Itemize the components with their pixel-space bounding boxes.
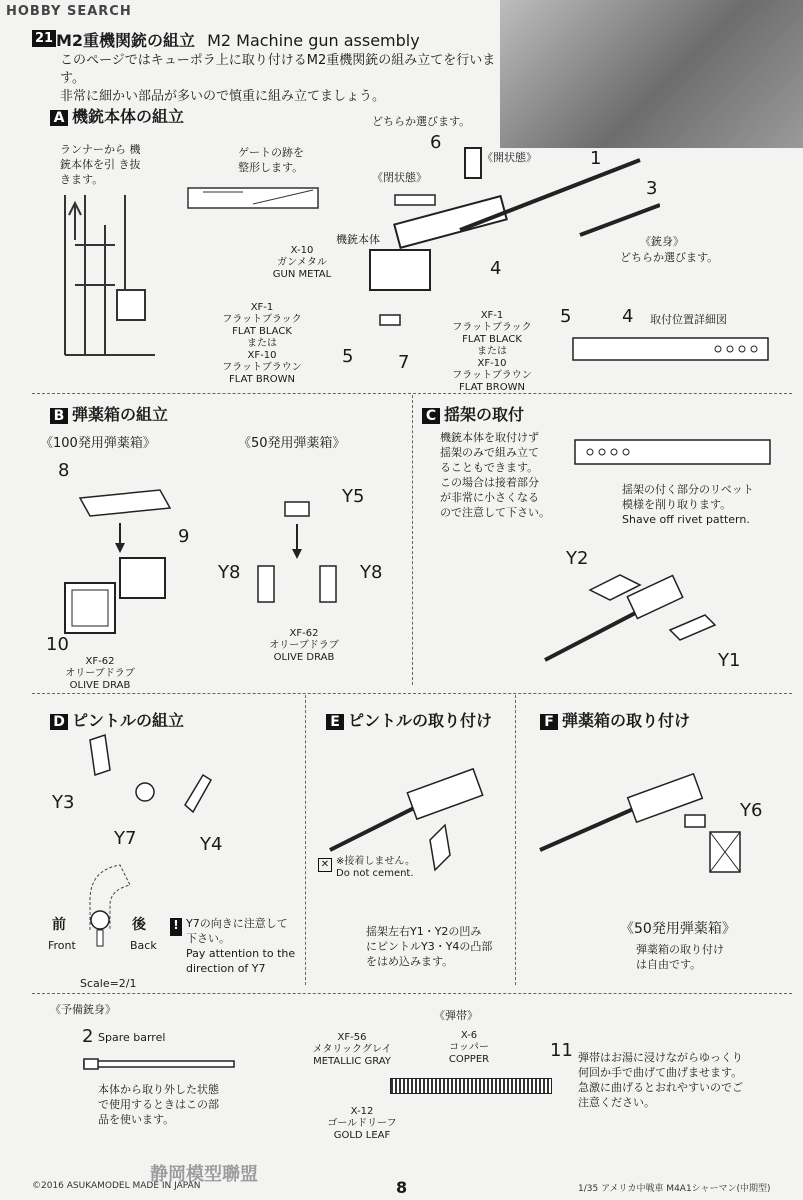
part-number: 1	[590, 148, 602, 169]
attention-note: Y7の向きに注意して 下さい。 Pay attention to the direction of Y7	[186, 917, 296, 975]
box100-label: 《100発用弾薬箱》	[40, 436, 156, 451]
part-number: 9	[178, 526, 190, 547]
mount-detail-illustration	[568, 328, 778, 370]
spare-label: Spare barrel	[98, 1031, 166, 1044]
rivet-note-jp: 揺架の付く部分のリベット 模様を削り取ります。	[622, 483, 754, 511]
ammo-box-mount-note: 弾薬箱の取り付け は自由です。	[636, 943, 724, 971]
part-number: 6	[430, 132, 442, 153]
part-number: 4	[490, 258, 502, 279]
step-number: 21	[32, 30, 56, 47]
paint-gold-leaf: X-12 ゴールドリーフ GOLD LEAF	[327, 1106, 397, 1141]
runner-illustration	[55, 185, 165, 360]
spare-note: 本体から取り外した状態 で使用するときはこの部 品を使います。	[98, 1083, 219, 1126]
ammo-box-mount-illustration	[535, 770, 765, 880]
title-en: M2 Machine gun assembly	[207, 31, 420, 50]
y7-label: Y7	[114, 828, 137, 849]
runner-note: ランナーから 機銃本体を引 き抜きます。	[60, 143, 141, 186]
y3-label: Y3	[52, 792, 75, 813]
scale-label: Scale=2/1	[80, 977, 137, 990]
y2-label: Y2	[566, 548, 589, 569]
pintle-scale-illustration	[70, 860, 150, 950]
page-number: 8	[396, 1178, 408, 1197]
belt-title: 《弾帯》	[434, 1009, 478, 1022]
divider	[32, 393, 792, 394]
reference-photo	[500, 0, 803, 148]
paint-olive-drab: XF-62 オリーブドラブ OLIVE DRAB	[65, 656, 135, 691]
section-e-title: E ピントルの取り付け	[326, 708, 492, 731]
part-number: 4	[622, 306, 634, 327]
part-number: 5	[342, 346, 354, 367]
section-c-title: C 揺架の取付	[422, 402, 524, 425]
back-jp: 後	[132, 917, 146, 933]
paint-copper: X-6 コッパー COPPER	[448, 1030, 490, 1065]
detail-label: 取付位置詳細図	[650, 313, 727, 326]
divider	[32, 993, 792, 994]
watermark: 静岡模型聯盟	[150, 1164, 258, 1185]
choose-note: どちらか選びます。	[372, 115, 471, 128]
paint-flat-black-brown-2: XF-1 フラットブラック FLAT BLACK または XF-10 フラットブラウン FLAT BROWN	[452, 310, 532, 393]
front-en: Front	[48, 939, 76, 952]
part-number: 10	[46, 634, 69, 655]
gate-illustration	[183, 180, 328, 220]
cradle-note: 機銃本体を取付けず 揺架のみで組み立て ることもできます。 この場合は接着部分 が非常に小さくなる ので注意して下さい。	[440, 431, 550, 519]
section-a-title: A 機銃本体の組立	[50, 104, 184, 127]
ammo-belt-illustration	[390, 1078, 552, 1094]
product-name: 1/35 アメリカ中戦車 M4A1シャーマン(中期型)	[578, 1184, 771, 1194]
section-d-title: D ピントルの組立	[50, 708, 184, 731]
pintle-illustration	[75, 730, 215, 830]
pintle-mount-note: 揺架左右Y1・Y2の凹み にピントルY3・Y4の凸部 をはめ込みます。	[366, 925, 493, 968]
part-number: 11	[550, 1040, 573, 1061]
intro-line: 非常に細かい部品が多いので慎重に組み立てましょう。	[60, 89, 386, 104]
y8-label: Y8	[218, 562, 241, 583]
rivet-illustration	[570, 432, 780, 474]
brand-logo: HOBBY SEARCH	[6, 4, 132, 19]
y6-label: Y6	[740, 800, 763, 821]
intro-line: このページではキューポラ上に取り付けるM2重機関銃の組み立てを行います。	[60, 53, 496, 86]
closed-label: 《閉状態》	[372, 171, 427, 184]
intro-text	[60, 52, 510, 106]
belt-note: 弾帯はお湯に浸けながらゆっくり 何回か手で曲げて曲げませます。 急激に曲げるとおれやすいのでご 注意ください。	[578, 1051, 743, 1109]
box50-label-f: 《50発用弾薬箱》	[620, 921, 736, 937]
paint-olive-drab-2: XF-62 オリーブドラブ OLIVE DRAB	[269, 628, 339, 663]
gate-note: ゲートの跡を 整形します。	[238, 146, 304, 174]
section-f-title: F 弾薬箱の取り付け	[540, 708, 690, 731]
barrel-label: 《銃身》	[640, 235, 684, 248]
divider	[32, 693, 792, 694]
paint-metallic-gray: XF-56 メタリックグレイ METALLIC GRAY	[312, 1032, 392, 1067]
rivet-note-en: Shave off rivet pattern.	[622, 513, 750, 526]
part-number: 7	[398, 352, 410, 373]
y4-label: Y4	[200, 834, 223, 855]
y8-label: Y8	[360, 562, 383, 583]
cradle-illustration	[540, 560, 730, 670]
part-number: 2	[82, 1026, 94, 1047]
part-number: 8	[58, 460, 70, 481]
front-jp: 前	[52, 917, 66, 933]
gun-body-illustration	[340, 140, 660, 330]
paint-flat-black-brown: XF-1 フラットブラック FLAT BLACK または XF-10 フラットブラウン FLAT BROWN	[222, 302, 302, 385]
open-label: 《開状態》	[482, 151, 537, 164]
section-b-title: B 弾薬箱の組立	[50, 402, 168, 425]
divider	[305, 695, 306, 985]
ammo-box-50-illustration	[250, 494, 355, 614]
y1-label: Y1	[718, 650, 741, 671]
warning-icon: !	[170, 918, 182, 936]
barrel-choose-note: どちらか選びます。	[620, 251, 719, 264]
paint-gunmetal: X-10 ガンメタル GUN METAL	[272, 245, 332, 280]
y5-label: Y5	[342, 486, 365, 507]
no-cement-note: ※接着しません。 Do not cement.	[336, 856, 415, 879]
no-cement-icon: ✕	[318, 858, 332, 872]
ammo-box-100-illustration	[60, 478, 180, 638]
back-en: Back	[130, 939, 157, 952]
copyright: ©2016 ASUKAMODEL MADE IN JAPAN	[32, 1181, 201, 1191]
gun-body-label: 機銃本体	[336, 233, 380, 246]
title-jp: M2重機関銃の組立	[56, 31, 196, 50]
page-title	[56, 28, 420, 51]
spare-barrel-illustration	[82, 1058, 242, 1070]
part-number: 5	[560, 306, 572, 327]
spare-title: 《予備銃身》	[50, 1003, 116, 1016]
divider	[412, 395, 413, 685]
part-number: 3	[646, 178, 658, 199]
box50-label: 《50発用弾薬箱》	[238, 436, 346, 451]
divider	[515, 695, 516, 985]
